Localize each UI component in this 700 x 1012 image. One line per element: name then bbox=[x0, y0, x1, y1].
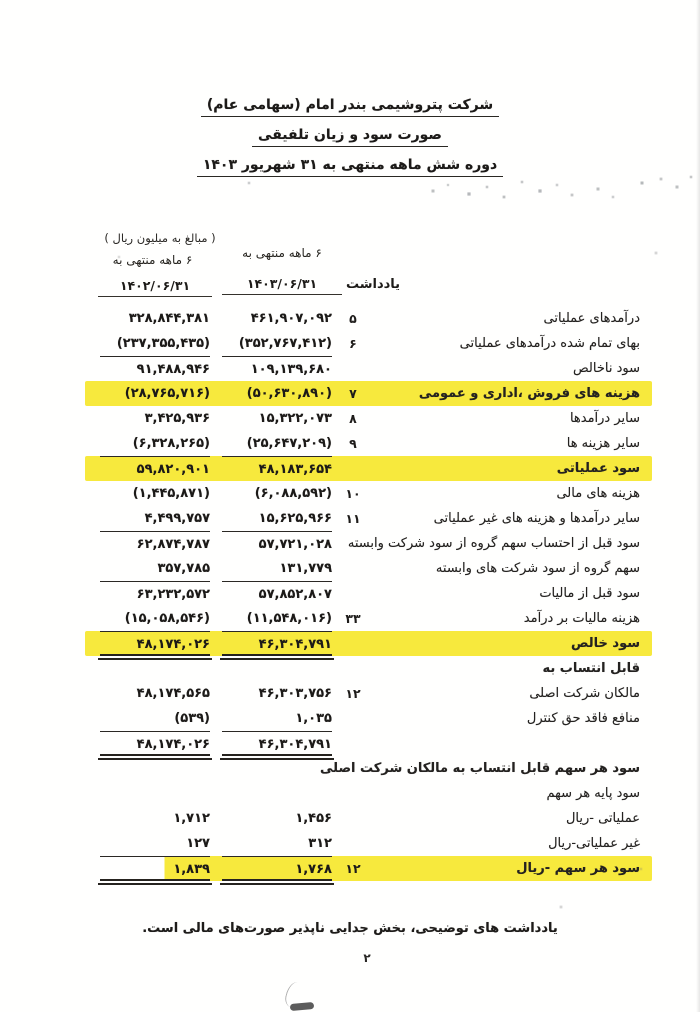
row-label: مالکان شرکت اصلی bbox=[529, 686, 640, 701]
row-label: سود قبل از مالیات bbox=[539, 586, 640, 601]
row-label: قابل انتساب به bbox=[542, 661, 640, 676]
amount-prior: (۶,۳۲۸,۲۶۵) bbox=[132, 436, 210, 451]
amount-current: (۶,۰۸۸,۵۹۲) bbox=[254, 486, 332, 501]
statement-title: صورت سود و زیان تلفیقی bbox=[252, 127, 448, 147]
amount-current-cell bbox=[222, 756, 342, 781]
amount-current: ۵۷,۸۵۲,۸۰۷ bbox=[222, 581, 332, 606]
row-label: هزینه های فروش ،اداری و عمومی bbox=[418, 386, 640, 401]
statement-title-line bbox=[0, 124, 700, 147]
table-row bbox=[85, 831, 652, 856]
note-reference: ۳۳ bbox=[345, 611, 361, 626]
row-label: سهم گروه از سود شرکت های وابسته bbox=[435, 561, 640, 576]
amount-prior-cell bbox=[85, 356, 222, 381]
amount-prior: ۳۲۸,۸۴۴,۳۸۱ bbox=[128, 311, 210, 326]
amount-current: ۱,۴۵۶ bbox=[295, 811, 332, 826]
amount-prior: (۱۵,۰۵۸,۵۴۶) bbox=[124, 611, 210, 626]
note-reference bbox=[342, 631, 422, 656]
row-label: سود هر سهم قابل انتساب به مالکان شرکت اصلی bbox=[320, 761, 640, 776]
amount-current-cell bbox=[222, 556, 342, 581]
amount-current: ۱,۰۳۵ bbox=[295, 711, 332, 726]
table-row bbox=[85, 581, 652, 606]
statement-table bbox=[85, 306, 652, 881]
amount-prior-cell bbox=[85, 556, 222, 581]
amount-current: (۱۱,۵۴۸,۰۱۶) bbox=[246, 611, 332, 626]
table-row bbox=[85, 856, 652, 881]
amount-current: ۱۳۱,۷۷۹ bbox=[279, 561, 332, 576]
row-label: سود قبل از احتساب سهم گروه از سود شرکت وابسته bbox=[347, 536, 640, 551]
amount-prior-cell bbox=[85, 756, 222, 781]
amount-prior: (۲۳۷,۳۵۵,۴۳۵) bbox=[116, 336, 210, 351]
note-reference bbox=[342, 756, 422, 781]
amount-current: ۳۱۲ bbox=[308, 836, 332, 851]
row-label: سایر هزینه ها bbox=[566, 436, 640, 451]
footer-note: یادداشت های توضیحی، بخش جدایی ناپذیر صورت‌های مالی است. bbox=[142, 921, 558, 936]
amount-current-cell bbox=[222, 781, 342, 806]
row-label: منافع فاقد حق کنترل bbox=[526, 711, 640, 726]
amount-prior: (۵۳۹) bbox=[174, 711, 210, 726]
amount-prior-cell bbox=[85, 481, 222, 506]
column-header-period-current: ۶ ماهه منتهی به bbox=[242, 246, 322, 260]
amount-prior-cell bbox=[85, 831, 222, 856]
note-reference: ۵ bbox=[349, 311, 357, 326]
note-reference: ۱۱ bbox=[345, 511, 361, 526]
note-reference bbox=[342, 531, 422, 556]
row-label: هزینه مالیات بر درآمد bbox=[523, 611, 640, 626]
note-reference bbox=[342, 556, 422, 581]
amount-current bbox=[222, 656, 332, 681]
column-header-date-current: ۱۴۰۳/۰۶/۳۱ bbox=[222, 276, 342, 295]
column-header-note: یادداشت bbox=[345, 277, 401, 292]
amount-prior: ۴۸,۱۷۴,۰۲۶ bbox=[100, 631, 210, 656]
row-label: سود ناخالص bbox=[573, 361, 640, 376]
amount-prior: ۵۹,۸۲۰,۹۰۱ bbox=[100, 456, 210, 481]
amount-current-cell bbox=[222, 581, 342, 606]
page-number: ۲ bbox=[363, 951, 371, 965]
company-name-line bbox=[0, 94, 700, 117]
amount-prior-cell bbox=[85, 456, 222, 481]
row-label: بهای تمام شده درآمدهای عملیاتی bbox=[459, 336, 640, 351]
amount-prior-cell bbox=[85, 706, 222, 731]
note-reference: ۸ bbox=[349, 411, 357, 426]
amount-prior-cell bbox=[85, 681, 222, 706]
amount-current-cell bbox=[222, 606, 342, 631]
amount-prior: ۳۵۷,۷۸۵ bbox=[157, 561, 210, 576]
table-row bbox=[85, 681, 652, 706]
table-row bbox=[85, 306, 652, 331]
note-reference: ۷ bbox=[349, 386, 357, 401]
row-label: سایر درآمدها و هزینه های غیر عملیاتی bbox=[433, 511, 640, 526]
amount-prior-cell bbox=[85, 606, 222, 631]
note-reference bbox=[342, 356, 422, 381]
amount-current-cell bbox=[222, 831, 342, 856]
period-title: دوره شش ماهه منتهی به ۳۱ شهریور ۱۴۰۳ bbox=[197, 157, 503, 177]
pencil-speckle-marks bbox=[0, 0, 2, 2]
amount-prior-cell bbox=[85, 506, 222, 531]
amount-current-cell bbox=[222, 531, 342, 556]
amount-current: (۲۵,۶۴۷,۲۰۹) bbox=[246, 436, 332, 451]
note-reference: ۱۲ bbox=[345, 686, 361, 701]
table-row bbox=[85, 531, 652, 556]
amount-prior-cell bbox=[85, 306, 222, 331]
amount-current: ۴۸,۱۸۳,۶۵۴ bbox=[222, 456, 332, 481]
note-reference: ۱۰ bbox=[345, 486, 361, 501]
scan-artifact-smudge bbox=[290, 1002, 315, 1011]
note-reference: ۱۲ bbox=[345, 861, 361, 876]
row-label: غیر عملیاتی-ریال bbox=[548, 836, 640, 851]
amount-prior: (۲۸,۷۶۵,۷۱۶) bbox=[124, 386, 210, 401]
document-header bbox=[0, 94, 700, 184]
row-label: عملیاتی -ریال bbox=[565, 811, 640, 826]
row-label: سود خالص bbox=[571, 636, 640, 651]
amount-current: (۵۰,۶۳۰,۸۹۰) bbox=[246, 386, 332, 401]
table-row bbox=[85, 556, 652, 581]
currency-unit-note: ( مبالغ به میلیون ریال ) bbox=[104, 231, 216, 245]
table-row bbox=[85, 706, 652, 731]
amount-current-cell bbox=[222, 706, 342, 731]
amount-prior-cell bbox=[85, 531, 222, 556]
amount-prior: ۱,۸۳۹ bbox=[100, 856, 210, 881]
amount-current: ۱۵,۳۲۲,۰۷۳ bbox=[258, 411, 332, 426]
amount-prior-cell bbox=[85, 731, 222, 756]
row-label: هزینه های مالی bbox=[556, 486, 640, 501]
amount-current: ۴۶,۳۰۴,۷۹۱ bbox=[222, 731, 332, 756]
amount-prior-cell bbox=[85, 856, 222, 881]
amount-prior-cell bbox=[85, 431, 222, 456]
row-label bbox=[422, 731, 652, 756]
table-row bbox=[85, 431, 652, 456]
table-row bbox=[85, 806, 652, 831]
scan-edge-shadow bbox=[696, 0, 700, 1012]
note-reference: ۶ bbox=[349, 336, 357, 351]
table-row bbox=[85, 656, 652, 681]
amount-current: (۳۵۲,۷۶۷,۴۱۲) bbox=[238, 336, 332, 351]
amount-current-cell bbox=[222, 306, 342, 331]
amount-prior-cell bbox=[85, 581, 222, 606]
amount-current-cell bbox=[222, 631, 342, 656]
row-label: سود عملیاتی bbox=[556, 461, 640, 476]
table-row bbox=[85, 331, 652, 356]
amount-current-cell bbox=[222, 481, 342, 506]
table-row bbox=[85, 406, 652, 431]
row-label: درآمدهای عملیاتی bbox=[543, 311, 640, 326]
note-reference bbox=[342, 656, 422, 681]
row-label: سود پایه هر سهم bbox=[546, 786, 640, 801]
amount-prior: ۱۲۷ bbox=[186, 836, 210, 851]
amount-prior: ۶۲,۸۷۴,۷۸۷ bbox=[100, 531, 210, 556]
amount-current-cell bbox=[222, 406, 342, 431]
table-row bbox=[85, 606, 652, 631]
amount-prior-cell bbox=[85, 381, 222, 406]
amount-prior: ۳,۴۲۵,۹۳۶ bbox=[144, 411, 210, 426]
note-reference bbox=[342, 831, 422, 856]
amount-prior: ۴۸,۱۷۴,۰۲۶ bbox=[100, 731, 210, 756]
amount-prior-cell bbox=[85, 331, 222, 356]
amount-current-cell bbox=[222, 381, 342, 406]
row-label: سایر درآمدها bbox=[569, 411, 640, 426]
note-reference bbox=[342, 581, 422, 606]
amount-prior-cell bbox=[85, 406, 222, 431]
amount-current-cell bbox=[222, 431, 342, 456]
amount-current-cell bbox=[222, 656, 342, 681]
table-row bbox=[85, 356, 652, 381]
period-title-line bbox=[0, 154, 700, 177]
table-row bbox=[85, 731, 652, 756]
amount-current bbox=[222, 781, 332, 806]
amount-current bbox=[222, 756, 332, 781]
amount-current: ۱۵,۶۲۵,۹۶۶ bbox=[258, 511, 332, 526]
amount-current-cell bbox=[222, 856, 342, 881]
amount-prior: ۴۸,۱۷۴,۵۶۵ bbox=[136, 686, 210, 701]
amount-prior: ۶۳,۲۳۲,۵۷۲ bbox=[100, 581, 210, 606]
table-row bbox=[85, 781, 652, 806]
amount-current: ۱۰۹,۱۳۹,۶۸۰ bbox=[222, 356, 332, 381]
column-header-date-prior: ۱۴۰۲/۰۶/۳۱ bbox=[98, 278, 212, 297]
row-label: سود هر سهم -ریال bbox=[516, 861, 640, 876]
amount-prior bbox=[100, 656, 210, 681]
amount-current: ۴۶,۳۰۴,۷۹۱ bbox=[222, 631, 332, 656]
note-reference bbox=[342, 806, 422, 831]
note-reference bbox=[342, 456, 422, 481]
amount-prior bbox=[100, 756, 210, 781]
amount-prior: ۹۱,۴۸۸,۹۴۶ bbox=[100, 356, 210, 381]
table-row bbox=[85, 381, 652, 406]
amount-current-cell bbox=[222, 681, 342, 706]
note-reference bbox=[342, 706, 422, 731]
amount-prior: ۱,۷۱۲ bbox=[173, 811, 210, 826]
amount-current-cell bbox=[222, 456, 342, 481]
amount-prior-cell bbox=[85, 656, 222, 681]
note-reference bbox=[342, 781, 422, 806]
note-reference: ۹ bbox=[349, 436, 357, 451]
amount-current-cell bbox=[222, 731, 342, 756]
amount-current: ۴۶۱,۹۰۷,۰۹۲ bbox=[250, 311, 332, 326]
amount-prior-cell bbox=[85, 781, 222, 806]
amount-prior-cell bbox=[85, 806, 222, 831]
amount-current-cell bbox=[222, 356, 342, 381]
amount-current: ۵۷,۷۲۱,۰۲۸ bbox=[222, 531, 332, 556]
table-row bbox=[85, 756, 652, 781]
amount-current: ۱,۷۶۸ bbox=[222, 856, 332, 881]
table-row bbox=[85, 456, 652, 481]
amount-current-cell bbox=[222, 331, 342, 356]
table-row bbox=[85, 631, 652, 656]
company-name: شرکت پتروشیمی بندر امام (سهامی عام) bbox=[201, 97, 499, 117]
amount-current: ۴۶,۳۰۳,۷۵۶ bbox=[258, 686, 332, 701]
amount-current-cell bbox=[222, 506, 342, 531]
column-header-period-prior: ۶ ماهه منتهی به bbox=[112, 253, 193, 267]
amount-current-cell bbox=[222, 806, 342, 831]
table-row bbox=[85, 506, 652, 531]
amount-prior-cell bbox=[85, 631, 222, 656]
amount-prior bbox=[100, 781, 210, 806]
amount-prior: ۴,۴۹۹,۷۵۷ bbox=[144, 511, 210, 526]
note-reference bbox=[342, 731, 422, 756]
amount-prior: (۱,۴۴۵,۸۷۱) bbox=[132, 486, 210, 501]
table-row bbox=[85, 481, 652, 506]
